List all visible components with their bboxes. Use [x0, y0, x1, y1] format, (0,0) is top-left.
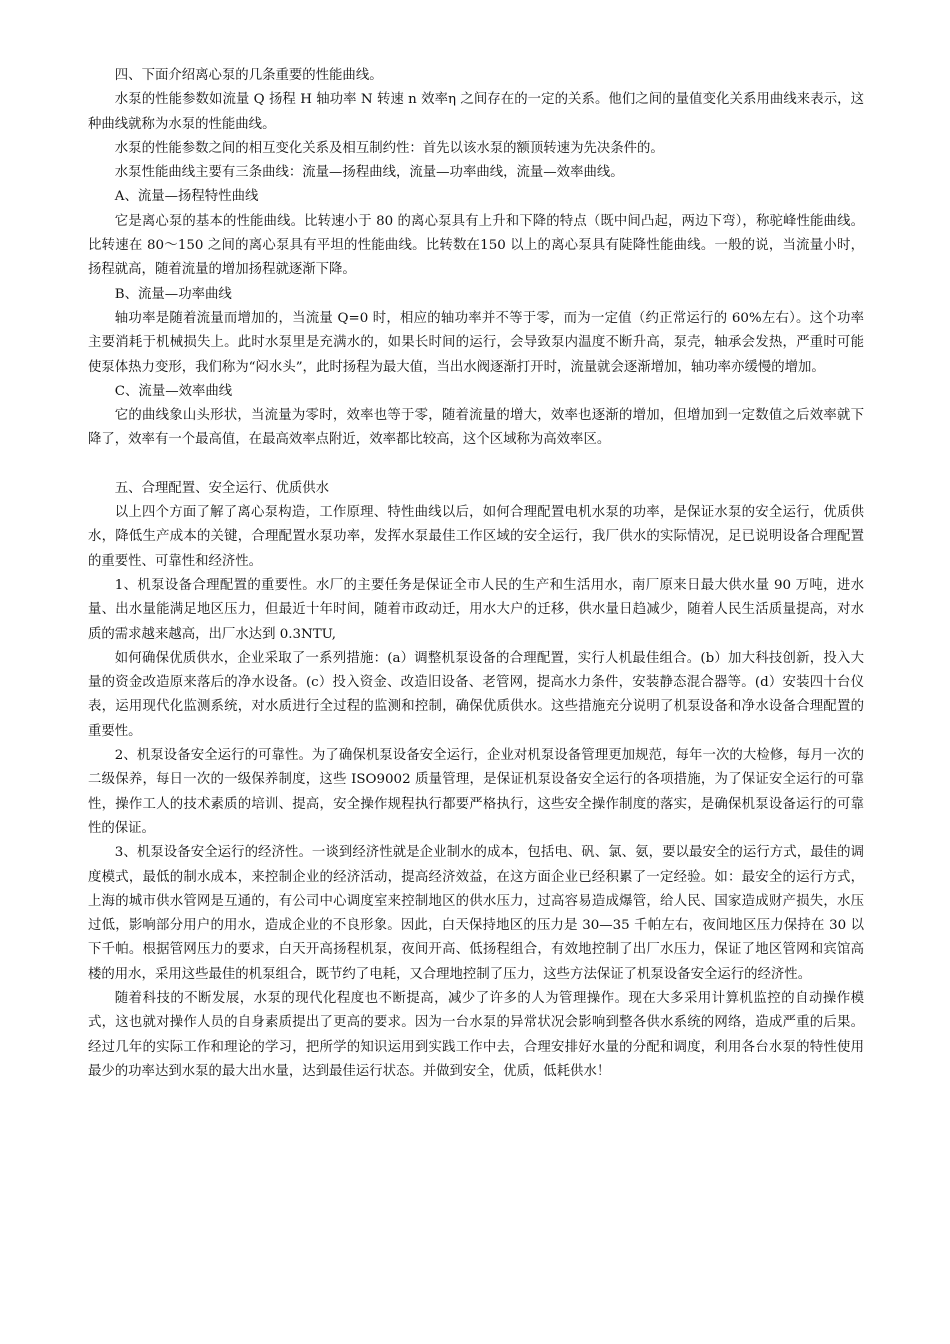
paragraph-heading-5: 五、合理配置、安全运行、优质供水	[114, 480, 330, 496]
paragraph: 以上四个方面了解了离心泵构造，工作原理、特性曲线以后，如何合理配置电机水泵的功率，是保证水泵的安全运行，优质供水，降低生产成本的关键，合理配置水泵功率，发挥水泵最佳工作区域的安全运行，我厂供水的实际情况，足已说明设备合理配置的重要性、可靠性和经济性。	[88, 505, 864, 569]
paragraph: 它的曲线象山头形状，当流量为零时，效率也等于零，随着流量的增大，效率也逐渐的增加，但增加到一定数值之后效率就下降了，效率有一个最高值，在最高效率点附近，效率都比较高，这个区域称为高效率区。	[88, 408, 864, 448]
subheading-a: A、流量—扬程特性曲线	[114, 189, 259, 205]
paragraph: 随着科技的不断发展，水泵的现代化程度也不断提高，减少了许多的人为管理操作。现在大多采用计算机监控的自动操作模式，这也就对操作人员的自身素质提出了更高的要求。因为一台水泵的异常状况会影响到整各供水系统的网络，造成严重的后果。经过几年的实际工作和理论的学习，把所学的知识运用到实践工作中去，合理安排好水量的分配和调度，利用各台水泵的特性使用最少的功率达到水泵的最大出水量，达到最佳运行状态。并做到安全，优质，低耗供水！	[88, 990, 864, 1079]
paragraph: 水泵的性能参数之间的相互变化关系及相互制约性：首先以该水泵的额顶转速为先决条件的。	[114, 140, 664, 156]
document-body	[88, 64, 864, 1084]
paragraph: 2、机泵设备安全运行的可靠性。为了确保机泵设备安全运行，企业对机泵设备管理更加规范，每年一次的大检修，每月一次的二级保养，每日一次的一级保养制度，这些 ISO9002 质量管理，是保证机泵设备安全运行的各项措施，为了保证安全运行的可靠性，操作工人的技术素质的培训、提高，安全操作规程执行都要严格执行，这些安全操作制度的落实，是确保机泵设备运行的可靠性的保证。	[88, 748, 864, 836]
paragraph: 水泵的性能参数如流量 Q 扬程 H 轴功率 N 转速 n 效率η 之间存在的一定的关系。他们之间的量值变化关系用曲线来表示，这种曲线就称为水泵的性能曲线。	[88, 92, 864, 132]
paragraph: 水泵性能曲线主要有三条曲线：流量—扬程曲线，流量—功率曲线，流量—效率曲线。	[114, 165, 624, 181]
paragraph: 如何确保优质供水，企业采取了一系列措施：(a）调整机泵设备的合理配置，实行人机最佳组合。(b）加大科技创新，投入大量的资金改造原来落后的净水设备。(c）投入资金、改造旧设备、老管网，提高水力条件，安装静态混合器等。(d）安装四十台仪表，运用现代化监测系统，对水质进行全过程的监测和控制，确保优质供水。这些措施充分说明了机泵设备和净水设备合理配置的重要性。	[88, 650, 864, 739]
subheading-b: B、流量—功率曲线	[114, 286, 232, 302]
paragraph-heading-4: 四、下面介绍离心泵的几条重要的性能曲线。	[114, 68, 383, 83]
paragraph: 它是离心泵的基本的性能曲线。比转速小于 80 的离心泵具有上升和下降的特点（既中间凸起，两边下弯），称驼峰性能曲线。比转速在 80～150 之间的离心泵具有平坦的性能曲线。比转数在150 以上的离心泵具有陡降性能曲线。一般的说，当流量小时，扬程就高，随着流量的增加扬程就逐渐下降。	[88, 213, 864, 278]
subheading-c: C、流量—效率曲线	[114, 383, 233, 399]
paragraph: 轴功率是随着流量而增加的，当流量 Q=0 时，相应的轴功率并不等于零，而为一定值（约正常运行的 60%左右）。这个功率主要消耗于机械损失上。此时水泵里是充满水的，如果长时间的运行，会导致泵内温度不断升高，泵壳，轴承会发热，严重时可能使泵体热力变形，我们称为“闷水头”，此时扬程为最大值，当出水阀逐渐打开时，流量就会逐渐增加，轴功率亦缓慢的增加。	[88, 310, 864, 375]
paragraph: 1、机泵设备合理配置的重要性。水厂的主要任务是保证全市人民的生产和生活用水，南厂原来日最大供水量 90 万吨，进水量、出水量能满足地区压力，但最近十年时间，随着市政动迁，用水大户的迁移，供水量日趋减少，随着人民生活质量提高，对水质的需求越来越高，出厂水达到 0.3NTU,	[88, 577, 864, 642]
paragraph: 3、机泵设备安全运行的经济性。一谈到经济性就是企业制水的成本，包括电、矾、氯、氨，要以最安全的运行方式，最佳的调度模式，最低的制水成本，来控制企业的经济活动，提高经济效益，在这方面企业已经积累了一定经验。如：最安全的运行方式，上海的城市供水管网是互通的，有公司中心调度室来控制地区的供水压力，过高容易造成爆管，给人民、国家造成财产损失，水压过低，影响部分用户的用水，造成企业的不良形象。因此，白天保持地区的压力是 30—35 千帕左右，夜间地区压力保持在 30 以下千帕。根据管网压力的要求，白天开高扬程机泵，夜间开高、低扬程组合，有效地控制了出厂水压力，保证了地区管网和宾馆高楼的用水，采用这些最佳的机泵组合，既节约了电耗，又合理地控制了压力，这些方法保证了机泵设备安全运行的经济性。	[88, 845, 864, 982]
